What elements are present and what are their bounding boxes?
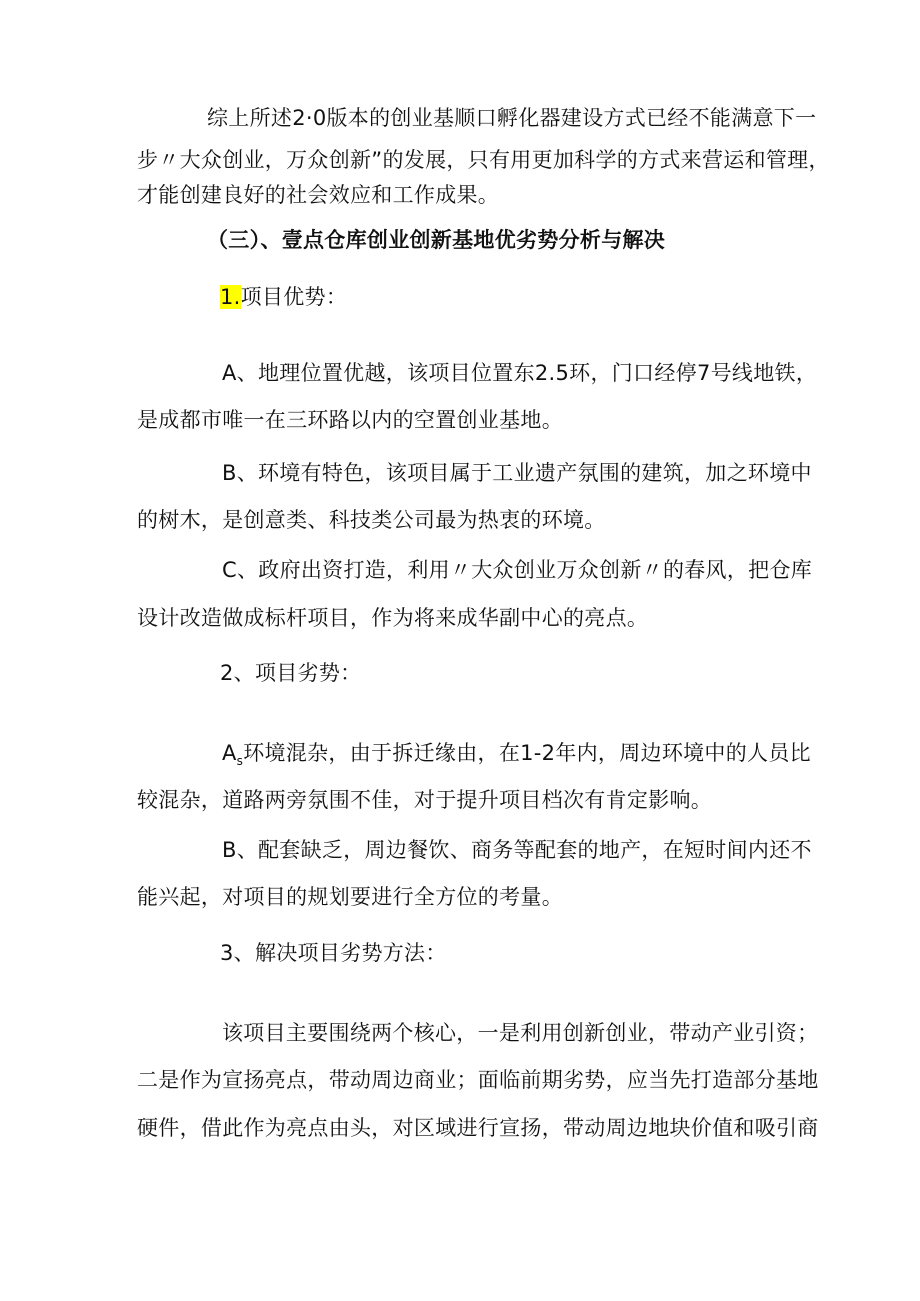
advantage-b-line-1: B、环境有特色，该项目属于工业遗产氛围的建筑，加之环境中 [222, 461, 812, 485]
advantage-c-line-2: 设计改造做成标杆项目，作为将来成华副中心的亮点。 [137, 606, 649, 630]
disadvantage-a-text: 环境混杂，由于拆迁缘由，在1-2年内，周边环境中的人员比 [243, 741, 811, 765]
solution-paragraph-line-2: 二是作为宣扬亮点，带动周边商业；面临前期劣势，应当先打造部分基地 [137, 1068, 819, 1092]
solutions-heading: 3、解决项目劣势方法： [220, 941, 447, 965]
advantage-a-line-2: 是成都市唯一在三环路以内的空置创业基地。 [137, 408, 563, 432]
advantages-heading [220, 282, 347, 312]
paragraph-summary-line-2: 步〃大众创业，万众创新”的发展，只有用更加科学的方式来营运和管理， [137, 148, 830, 172]
advantages-heading-text: 项目优势： [240, 285, 348, 309]
paragraph-summary-line-1: 综上所述2·0版本的创业基顺口孵化器建设方式已经不能满意下一 [207, 106, 817, 130]
disadvantage-a-line-2: 较混杂，道路两旁氛围不佳，对于提升项目档次有肯定影响。 [137, 788, 713, 812]
solution-paragraph-line-1: 该项目主要围绕两个核心，一是利用创新创业，带动产业引资； [222, 1021, 819, 1045]
disadvantage-b-line-2: 能兴起，对项目的规划要进行全方位的考量。 [137, 885, 563, 909]
disadvantage-a-subscript: s [236, 754, 244, 769]
paragraph-summary-line-3: 才能创建良好的社会效应和工作成果。 [137, 183, 500, 207]
solution-paragraph-line-3: 硬件，借此作为亮点由头，对区域进行宣扬，带动周边地块价值和吸引商 [137, 1116, 819, 1140]
advantage-b-line-2: 的树木，是创意类、科技类公司最为热衷的环境。 [137, 508, 606, 532]
disadvantage-b-line-1: B、配套缺乏，周边餐饮、商务等配套的地产，在短时间内还不 [222, 838, 812, 862]
advantages-number-highlight: 1. [220, 285, 241, 309]
disadvantages-heading: 2、项目劣势： [220, 661, 362, 685]
advantage-a-line-1: A、地理位置优越，该项目位置东2.5环，门口经停7号线地铁， [222, 361, 818, 385]
disadvantage-a-line-1 [222, 738, 811, 776]
disadvantage-a-letter: A [222, 741, 237, 765]
advantage-c-line-1: C、政府出资打造，利用〃大众创业万众创新〃的春风，把仓库 [222, 558, 813, 582]
section-heading-3: （三）、壹点仓库创业创新基地优劣势分析与解决 [207, 228, 666, 252]
